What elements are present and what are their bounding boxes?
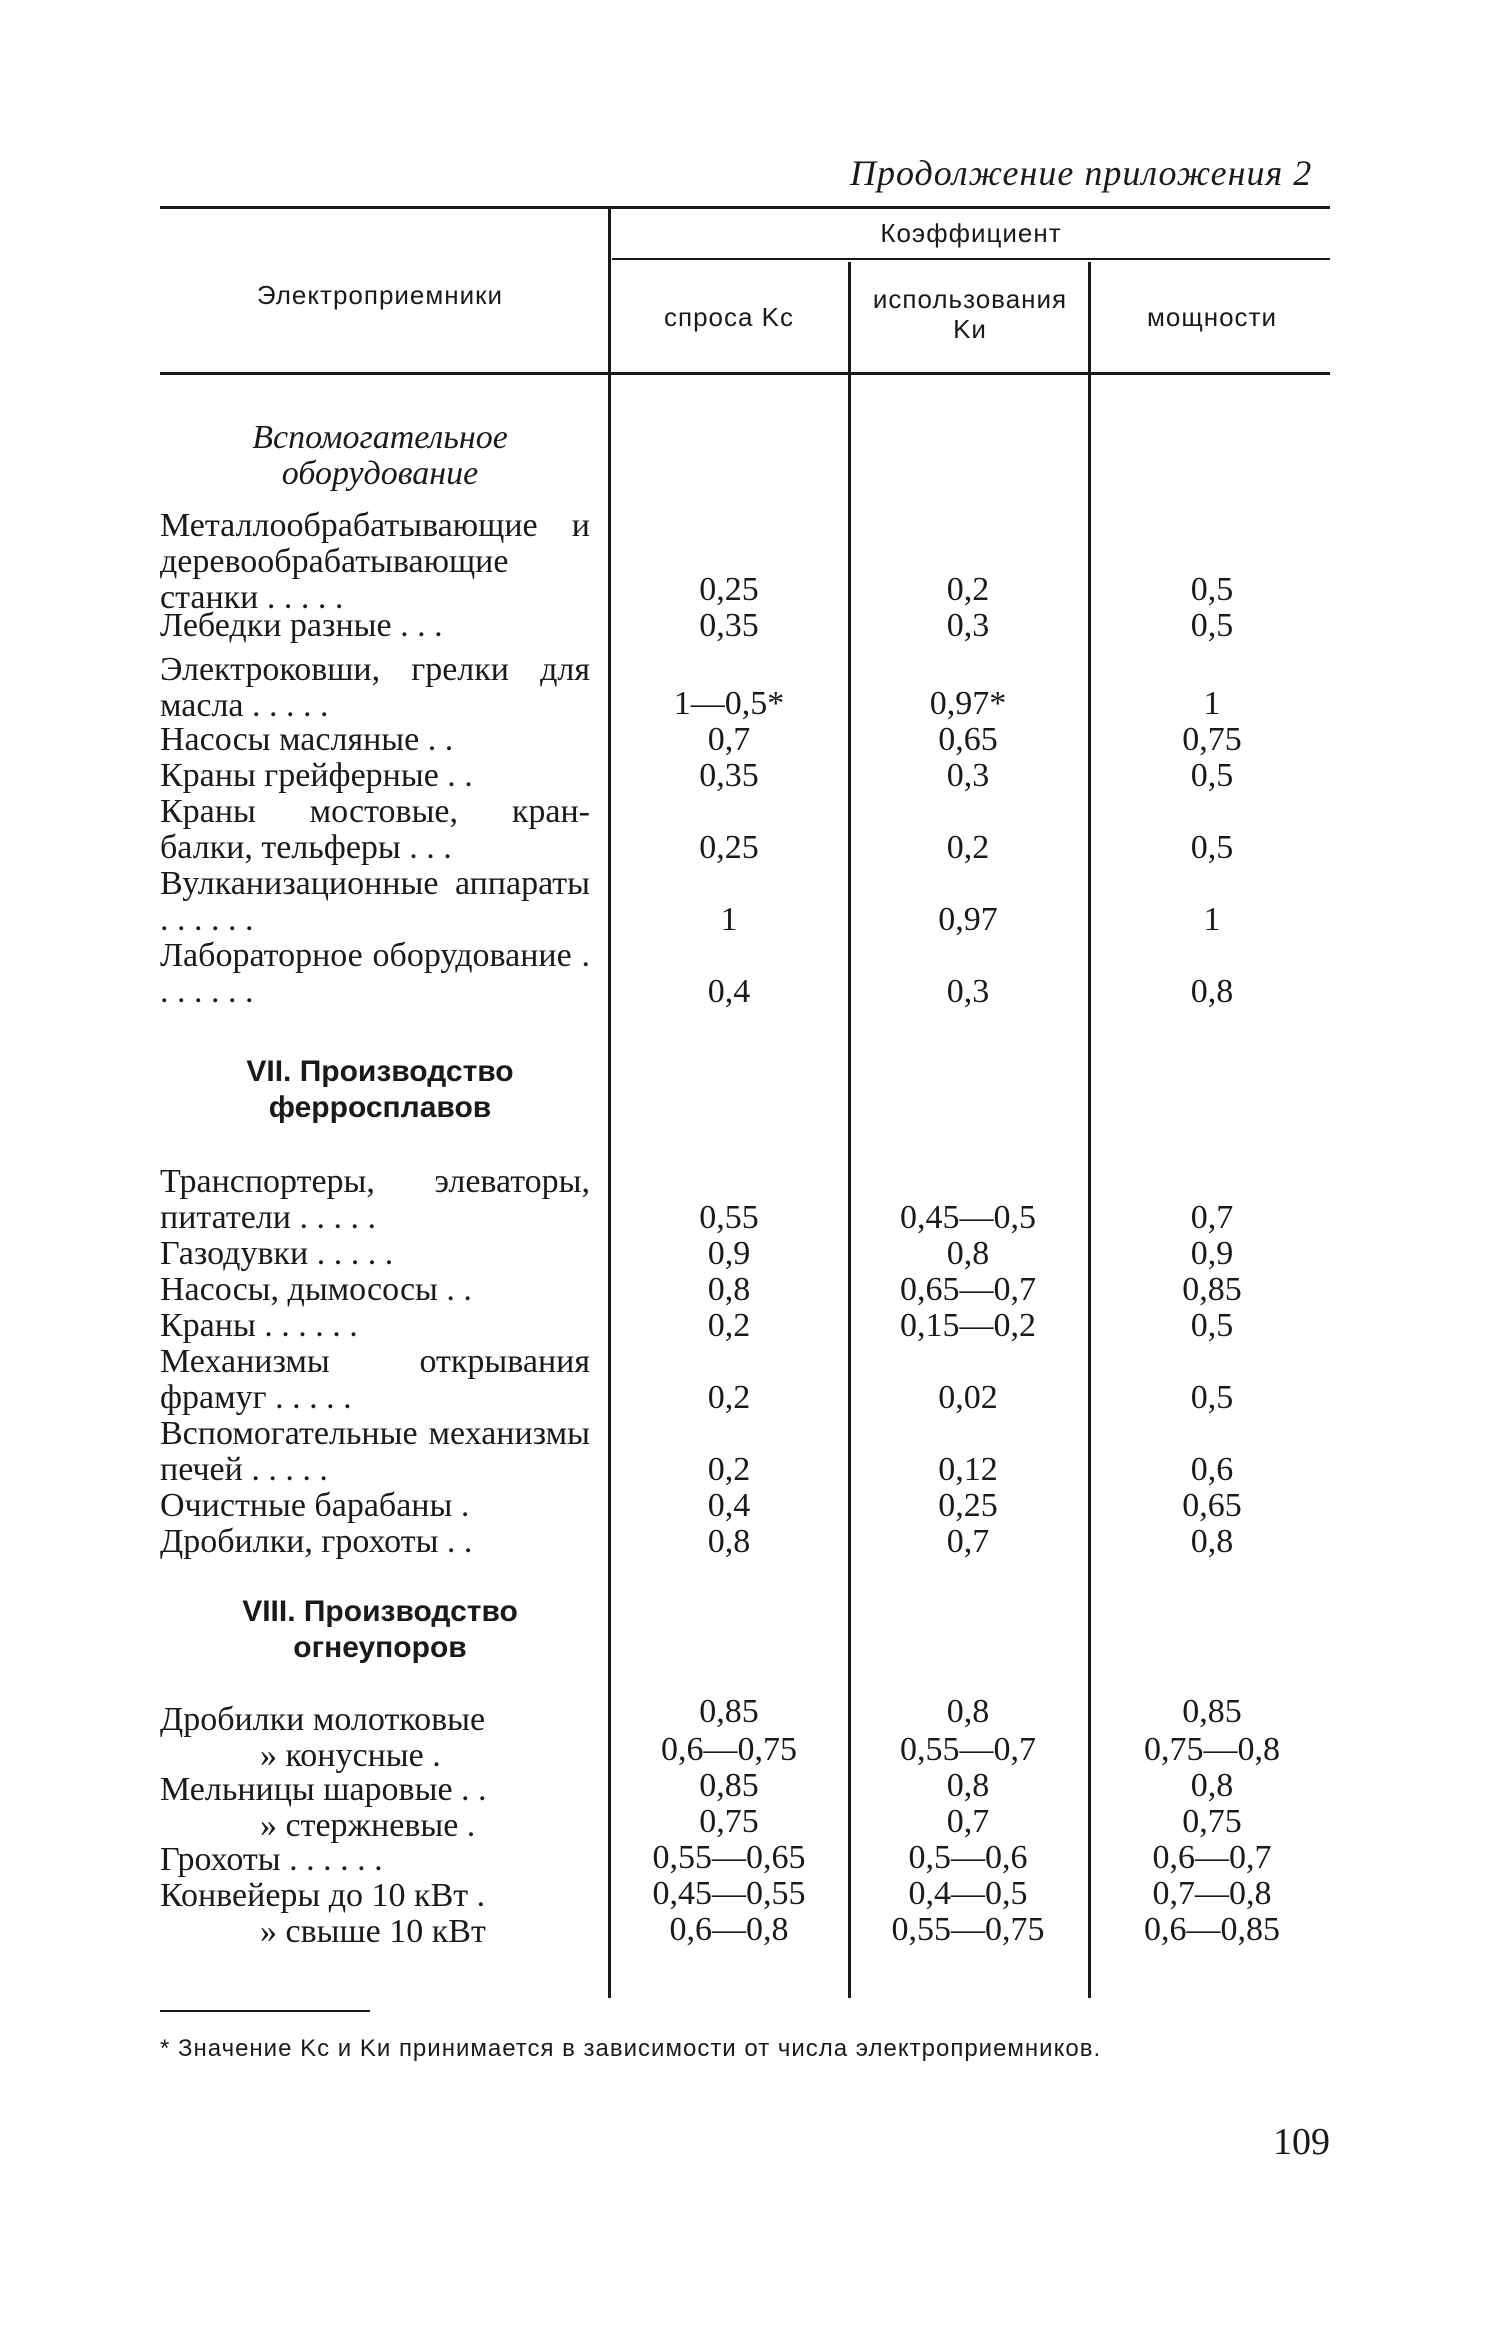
k-power-value: 0,85 [1182, 1271, 1242, 1308]
section-title-ferroalloys: VII. Производство ферросплавов [246, 1055, 514, 1124]
k-power-value: 0,5 [1190, 757, 1234, 794]
k-power-value: 0,75 [1182, 1803, 1242, 1840]
row-name: Очистные барабаны . [160, 1487, 470, 1524]
header-use: использования Kи [872, 284, 1068, 344]
k-use-value: 0,4—0,5 [908, 1875, 1028, 1912]
k-power-value: 0,6—0,85 [1144, 1911, 1280, 1948]
k-use-value: 0,45—0,5 [900, 1199, 1036, 1236]
row-name: Краны грейферные . . [160, 757, 473, 794]
k-demand-value: 0,6—0,8 [669, 1911, 789, 1948]
column-divider-1 [608, 206, 611, 1998]
header-coefficient: Коэффициент [880, 218, 1062, 248]
k-demand-value: 0,25 [699, 829, 759, 866]
k-demand-value: 0,2 [707, 1307, 751, 1344]
k-demand-value: 0,2 [707, 1451, 751, 1488]
column-divider-2 [848, 262, 851, 1998]
page-number: 109 [1273, 2121, 1330, 2163]
k-demand-value: 0,2 [707, 1379, 751, 1416]
k-demand-value: 0,7 [707, 721, 751, 758]
k-use-value: 0,55—0,7 [900, 1731, 1036, 1768]
k-power-value: 0,6—0,7 [1152, 1839, 1272, 1876]
k-use-value: 0,15—0,2 [900, 1307, 1036, 1344]
row-name: Краны мостовые, кран-балки, тельферы . . . [160, 793, 590, 866]
k-use-value: 0,55—0,75 [891, 1911, 1045, 1948]
k-demand-value: 1 [720, 901, 738, 938]
page-caption: Продолжение приложения 2 [850, 153, 1313, 193]
k-power-value: 0,6 [1190, 1451, 1234, 1488]
column-divider-3 [1088, 262, 1091, 1998]
k-demand-value: 0,9 [707, 1235, 751, 1272]
group-header-rule [612, 258, 1330, 260]
header-electroreceivers: Электроприемники [256, 280, 504, 310]
k-power-value: 0,5 [1190, 829, 1234, 866]
k-demand-value: 0,35 [699, 607, 759, 644]
k-power-value: 0,8 [1190, 1523, 1234, 1560]
row-name: Грохоты . . . . . . [160, 1841, 383, 1878]
k-demand-value: 0,4 [707, 1487, 751, 1524]
k-power-value: 1 [1203, 685, 1221, 722]
row-name: Механизмы открывания фрамуг . . . . . [160, 1343, 590, 1416]
row-name: Лебедки разные . . . [160, 607, 443, 644]
k-demand-value: 0,25 [699, 571, 759, 608]
k-use-value: 0,3 [946, 973, 990, 1010]
k-use-value: 0,2 [946, 829, 990, 866]
k-demand-value: 0,45—0,55 [652, 1875, 806, 1912]
k-power-value: 0,65 [1182, 1487, 1242, 1524]
k-use-value: 0,8 [946, 1693, 990, 1730]
k-power-value: 0,5 [1190, 571, 1234, 608]
row-name: » свыше 10 кВт [260, 1913, 486, 1950]
row-name: Мельницы шаровые . . [160, 1771, 487, 1808]
k-power-value: 0,8 [1190, 1767, 1234, 1804]
row-name: Газодувки . . . . . [160, 1235, 394, 1272]
k-power-value: 0,85 [1182, 1693, 1242, 1730]
k-use-value: 0,65—0,7 [900, 1271, 1036, 1308]
k-demand-value: 0,55 [699, 1199, 759, 1236]
k-use-value: 0,8 [946, 1767, 990, 1804]
k-use-value: 0,12 [938, 1451, 998, 1488]
k-demand-value: 1—0,5* [673, 685, 785, 722]
footnote-rule [160, 2010, 370, 2012]
row-name: Конвейеры до 10 кВт . [160, 1877, 486, 1914]
row-name: Вулканизационные аппараты . . . . . . [160, 865, 590, 938]
k-demand-value: 0,6—0,75 [661, 1731, 797, 1768]
row-name: » конусные . [260, 1737, 441, 1774]
header-power: мощности [1147, 302, 1277, 332]
k-use-value: 0,7 [946, 1803, 990, 1840]
footnote: * Значение Kс и Kи принимается в зависимости от числа электроприемников. [160, 2035, 1102, 2062]
k-power-value: 1 [1203, 901, 1221, 938]
k-use-value: 0,97 [938, 901, 998, 938]
row-name: Дробилки молотковые [160, 1701, 486, 1738]
k-use-value: 0,2 [946, 571, 990, 608]
k-power-value: 0,5 [1190, 1307, 1234, 1344]
k-power-value: 0,7—0,8 [1152, 1875, 1272, 1912]
k-demand-value: 0,55—0,65 [652, 1839, 806, 1876]
k-use-value: 0,65 [938, 721, 998, 758]
k-demand-value: 0,8 [707, 1523, 751, 1560]
k-power-value: 0,8 [1190, 973, 1234, 1010]
row-name: Транспортеры, элеваторы, питатели . . . . . [160, 1163, 590, 1236]
k-demand-value: 0,75 [699, 1803, 759, 1840]
row-name: Электроковши, грелки для масла . . . . . [160, 651, 590, 724]
row-name: » стержневые . [260, 1807, 476, 1844]
k-demand-value: 0,85 [699, 1767, 759, 1804]
k-power-value: 0,5 [1190, 1379, 1234, 1416]
k-power-value: 0,9 [1190, 1235, 1234, 1272]
row-name: Насосы масляные . . [160, 721, 454, 758]
row-name: Лабораторное оборудование . . . . . . . [160, 937, 590, 1010]
k-power-value: 0,7 [1190, 1199, 1234, 1236]
section-title-auxiliary: Вспомогательное оборудование [252, 419, 508, 492]
k-demand-value: 0,85 [699, 1693, 759, 1730]
section-title-refractories: VIII. Производство огнеупоров [242, 1595, 518, 1664]
k-use-value: 0,5—0,6 [908, 1839, 1028, 1876]
header-demand: спроса Kс [663, 302, 795, 332]
k-power-value: 0,5 [1190, 607, 1234, 644]
k-power-value: 0,75 [1182, 721, 1242, 758]
row-name: Вспомогательные механизмы печей . . . . . [160, 1415, 590, 1488]
row-name: Дробилки, грохоты . . [160, 1523, 473, 1560]
row-name: Металлообрабатывающие и деревообрабатывающие станки . . . . . [160, 507, 590, 616]
k-use-value: 0,97* [929, 685, 1007, 722]
header-bottom-rule [160, 372, 1330, 375]
k-power-value: 0,75—0,8 [1144, 1731, 1280, 1768]
k-use-value: 0,8 [946, 1235, 990, 1272]
row-name: Краны . . . . . . [160, 1307, 358, 1344]
k-demand-value: 0,8 [707, 1271, 751, 1308]
k-demand-value: 0,4 [707, 973, 751, 1010]
k-use-value: 0,25 [938, 1487, 998, 1524]
row-name: Насосы, дымососы . . [160, 1271, 472, 1308]
k-use-value: 0,02 [938, 1379, 998, 1416]
k-use-value: 0,3 [946, 757, 990, 794]
k-use-value: 0,3 [946, 607, 990, 644]
k-demand-value: 0,35 [699, 757, 759, 794]
k-use-value: 0,7 [946, 1523, 990, 1560]
table-top-rule [160, 206, 1330, 209]
